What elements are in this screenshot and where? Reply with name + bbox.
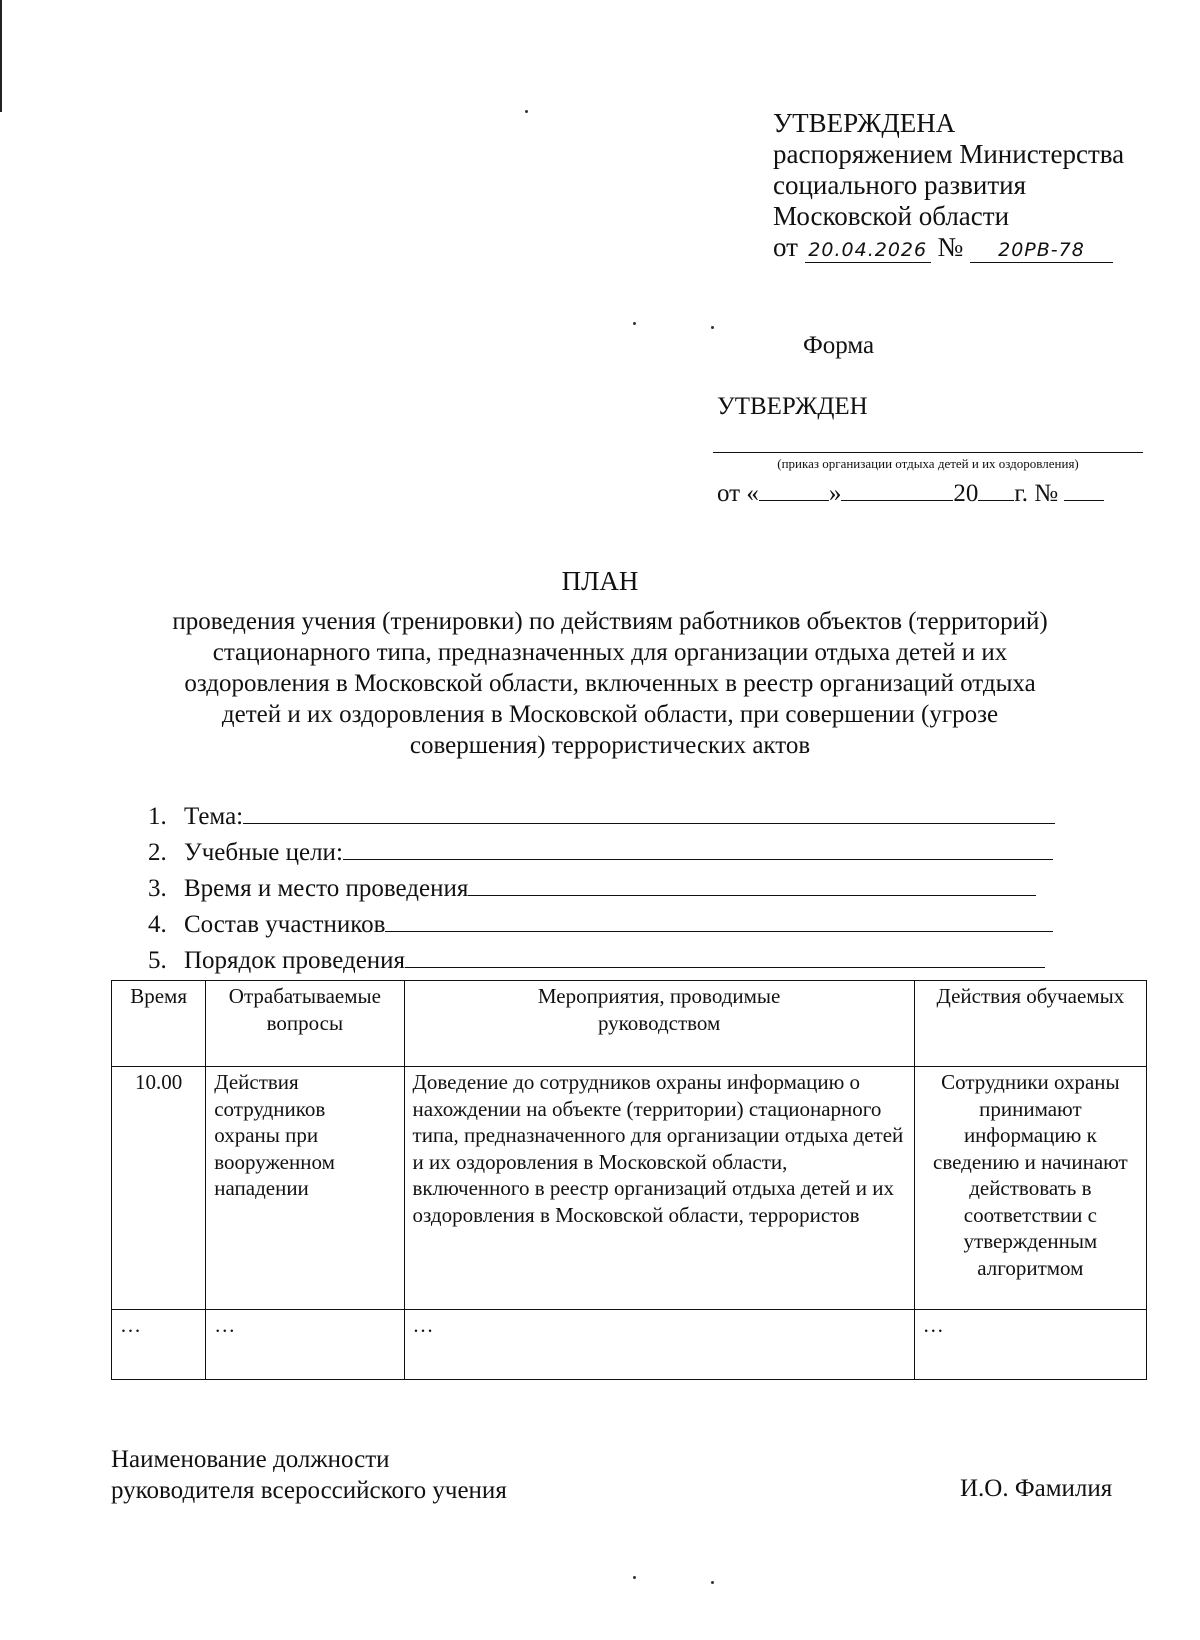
plan-subtitle-line: совершения) террористических актов <box>409 732 811 759</box>
item-number: 1. <box>148 803 167 830</box>
item-label: Время и место проведения <box>184 875 469 902</box>
approved-title: УТВЕРЖДЕН <box>717 393 868 420</box>
item-number: 2. <box>148 839 167 866</box>
item-fill-line <box>405 945 1045 968</box>
position-line-1: Наименование должности <box>111 1446 390 1473</box>
year-suffix: г. № <box>1014 480 1059 507</box>
signature-position <box>111 1444 507 1506</box>
signature-name: И.О. Фамилия <box>960 1475 1113 1502</box>
plan-subtitle-line: проведения учения (тренировки) по действиям работников объектов (территорий) <box>172 608 1048 635</box>
position-line-2: руководителя всероссийского учения <box>111 1477 507 1504</box>
item-fill-line <box>468 873 1036 896</box>
item-number: 3. <box>148 875 167 902</box>
approval-title: УТВЕРЖДЕНА <box>773 108 956 138</box>
plan-table <box>111 980 1147 1380</box>
day-blank <box>759 478 829 501</box>
cell-actions: Сотрудники охраны принимают информацию к сведению и начинают действовать в соответствии с утвержденным алгоритмом <box>914 1067 1146 1310</box>
header-time: Время <box>112 981 206 1067</box>
item-label: Тема: <box>184 803 244 830</box>
item-label: Порядок проведения <box>184 947 406 974</box>
plan-items-list <box>148 799 1055 979</box>
table-row <box>112 1067 1147 1310</box>
order-date-prefix: от « <box>717 480 759 507</box>
plan-subtitle-line: оздоровления в Московской области, включенных в реестр организаций отдыха <box>184 670 1036 697</box>
cell-question: Действия сотрудников охраны при вооруженном нападении <box>206 1067 404 1310</box>
header-actions: Действия обучаемых <box>914 981 1146 1067</box>
approval-block <box>773 108 1124 263</box>
form-label: Форма <box>803 332 875 359</box>
scan-speck <box>633 1576 636 1579</box>
item-fill-line <box>243 801 1055 824</box>
plan-subtitle-line: стационарного типа, предназначенных для организации отдыха детей и их <box>212 639 1008 666</box>
plan-item <box>148 943 1055 979</box>
approval-date-line <box>773 232 1124 263</box>
cell-ellipsis: … <box>914 1310 1146 1380</box>
item-label: Состав участников <box>184 911 386 938</box>
item-number: 4. <box>148 911 167 938</box>
quote-close: » <box>828 480 842 507</box>
approval-line-1: распоряжением Министерства <box>773 139 1125 169</box>
table-header-row <box>112 981 1147 1067</box>
cell-measures: Доведение до сотрудников охраны информацию о нахождении на объекте (территории) стационарного типа, предназначенного для организации отдыха детей и их оздоровления в Московской области, включенного в реестр организаций отдыха детей и их оздоровления в Московской области, террористов <box>404 1067 914 1310</box>
cell-ellipsis: … <box>206 1310 404 1380</box>
table-row <box>112 1310 1147 1380</box>
plan-item <box>148 871 1055 907</box>
item-fill-line <box>385 909 1053 932</box>
scan-speck <box>633 322 636 325</box>
scan-speck <box>711 1581 714 1584</box>
year-prefix: 20 <box>953 480 979 507</box>
cell-ellipsis: … <box>404 1310 914 1380</box>
header-questions: Отрабатываемые вопросы <box>206 981 404 1067</box>
order-number-blank <box>1064 478 1104 501</box>
plan-item <box>148 835 1055 871</box>
plan-subtitle <box>110 606 1110 761</box>
order-caption: (приказ организации отдыха детей и их оздоровления) <box>777 456 1079 471</box>
cell-time: 10.00 <box>112 1067 206 1310</box>
scan-margin-mark <box>0 0 2 112</box>
plan-item <box>148 907 1055 943</box>
date-prefix: от <box>773 232 798 262</box>
year-blank <box>978 478 1014 501</box>
order-date-line <box>717 478 1104 508</box>
number-prefix: № <box>937 232 964 262</box>
month-blank <box>841 478 953 501</box>
approval-line-3: Московской области <box>773 201 1010 231</box>
scan-speck <box>711 326 714 329</box>
item-number: 5. <box>148 947 167 974</box>
plan-title: ПЛАН <box>561 566 639 596</box>
item-label: Учебные цели: <box>184 839 343 866</box>
header-measures: Мероприятия, проводимые руководством <box>404 981 914 1067</box>
plan-subtitle-line: детей и их оздоровления в Московской области, при совершении (угрозе <box>221 701 999 728</box>
order-signature-line <box>713 452 1143 453</box>
cell-ellipsis: … <box>112 1310 206 1380</box>
plan-item <box>148 799 1055 835</box>
scan-speck <box>525 110 528 113</box>
approval-number-value: 20РВ-78 <box>970 238 1113 263</box>
item-fill-line <box>343 837 1053 860</box>
approval-date-value: 20.04.2026 <box>805 238 931 263</box>
approval-line-2: социального развития <box>773 170 1027 200</box>
